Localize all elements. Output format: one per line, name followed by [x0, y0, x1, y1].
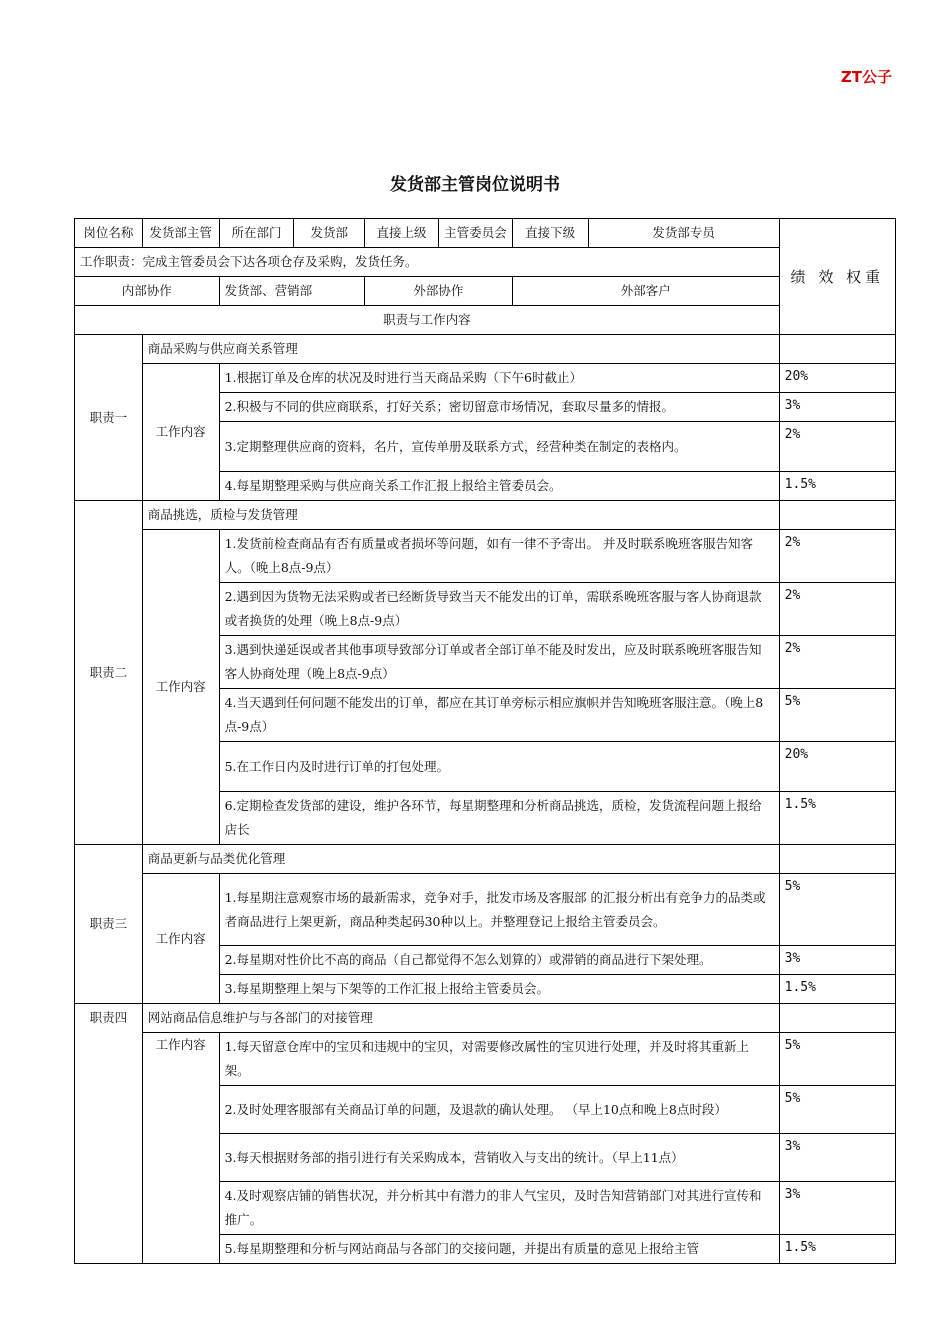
work-item-row — [75, 530, 896, 583]
subordinate-label: 直接下级 — [512, 219, 588, 248]
work-item-weight: 3% — [779, 1134, 895, 1182]
work-item-row — [75, 874, 896, 946]
work-item-weight: 1.5% — [779, 975, 895, 1004]
external-value: 外部客户 — [512, 277, 779, 306]
work-item-row — [75, 364, 896, 393]
dept-value: 发货部 — [294, 219, 365, 248]
work-item-row — [75, 1033, 896, 1086]
duty-title-row — [75, 335, 896, 364]
work-item-text: 4.及时观察店铺的销售状况，并分析其中有潜力的非人气宝贝，及时告知营销部门对其进行宣传和推广。 — [219, 1182, 779, 1235]
work-item-text: 4.每星期整理采购与供应商关系工作汇报上报给主管委员会。 — [219, 472, 779, 501]
duty-title: 商品采购与供应商关系管理 — [142, 335, 779, 364]
duty-title-weight-cell — [779, 501, 895, 530]
work-item-weight: 2% — [779, 422, 895, 472]
superior-value: 主管委员会 — [438, 219, 512, 248]
header-row — [75, 219, 896, 248]
work-item-weight: 3% — [779, 1182, 895, 1235]
duty-label: 职责四 — [75, 1004, 143, 1264]
work-item-text: 3.遇到快递延误或者其他事项导致部分订单或者全部订单不能及时发出，应及时联系晚班客服告知客人协商处理（晚上8点-9点） — [219, 636, 779, 689]
work-content-label: 工作内容 — [142, 364, 219, 501]
work-item-text: 3.定期整理供应商的资料，名片，宣传单册及联系方式，经营种类在制定的表格内。 — [219, 422, 779, 472]
work-item-weight: 20% — [779, 742, 895, 792]
work-item-weight: 5% — [779, 689, 895, 742]
duty-title-weight-cell — [779, 335, 895, 364]
work-item-weight: 3% — [779, 393, 895, 422]
work-item-text: 5.每星期整理和分析与网站商品与各部门的交接问题，并提出有质量的意见上报给主管 — [219, 1235, 779, 1264]
superior-label: 直接上级 — [365, 219, 439, 248]
work-item-weight: 2% — [779, 636, 895, 689]
duty-label: 职责二 — [75, 501, 143, 845]
work-content-label: 工作内容 — [142, 530, 219, 845]
duty-title-row — [75, 1004, 896, 1033]
duty-body — [75, 335, 896, 1264]
work-item-weight: 5% — [779, 1086, 895, 1134]
work-item-text: 2.每星期对性价比不高的商品（自己都觉得不怎么划算的）或滞销的商品进行下架处理。 — [219, 946, 779, 975]
duty-title: 网站商品信息维护与与各部门的对接管理 — [142, 1004, 779, 1033]
work-item-text: 1.发货前检查商品有否有质量或者损坏等问题，如有一律不予寄出。 并及时联系晚班客服告知客人。（晚上8点-9点） — [219, 530, 779, 583]
duty-title: 商品挑选，质检与发货管理 — [142, 501, 779, 530]
work-item-weight: 1.5% — [779, 792, 895, 845]
dept-label: 所在部门 — [219, 219, 294, 248]
work-item-text: 1.根据订单及仓库的状况及时进行当天商品采购（下午6时截止） — [219, 364, 779, 393]
section-title: 职责与工作内容 — [75, 306, 780, 335]
duty-title-weight-cell — [779, 845, 895, 874]
work-item-text: 1.每星期注意观察市场的最新需求，竞争对手，批发市场及客服部 的汇报分析出有竞争力的品类或者商品进行上架更新，商品种类起码30种以上。并整理登记上报给主管委员会。 — [219, 874, 779, 946]
weight-header: 绩 效 权重 — [779, 219, 895, 335]
work-item-weight: 1.5% — [779, 472, 895, 501]
subordinate-value: 发货部专员 — [588, 219, 779, 248]
cooperation-row — [75, 277, 896, 306]
external-label: 外部协作 — [365, 277, 513, 306]
work-item-text: 6.定期检查发货部的建设，维护各环节，每星期整理和分析商品挑选，质检，发货流程问题上报给店长 — [219, 792, 779, 845]
section-title-row — [75, 306, 896, 335]
work-item-text: 2.及时处理客服部有关商品订单的问题，及退款的确认处理。 （早上10点和晚上8点时段） — [219, 1086, 779, 1134]
duty-title-weight-cell — [779, 1004, 895, 1033]
internal-label: 内部协作 — [75, 277, 220, 306]
duty-label: 职责一 — [75, 335, 143, 501]
post-name-label: 岗位名称 — [75, 219, 143, 248]
work-content-label: 工作内容 — [142, 874, 219, 1004]
work-item-weight: 5% — [779, 874, 895, 946]
work-item-text: 3.每天根据财务部的指引进行有关采购成本，营销收入与支出的统计。（早上11点） — [219, 1134, 779, 1182]
work-item-weight: 5% — [779, 1033, 895, 1086]
page-title: 发货部主管岗位说明书 — [390, 175, 560, 195]
duty-summary: 工作职责：完成主管委员会下达各项仓存及采购，发货任务。 — [75, 248, 780, 277]
job-description-table — [74, 218, 896, 1264]
work-item-text: 1.每天留意仓库中的宝贝和违规中的宝贝，对需要修改属性的宝贝进行处理，并及时将其重新上架。 — [219, 1033, 779, 1086]
work-item-text: 3.每星期整理上架与下架等的工作汇报上报给主管委员会。 — [219, 975, 779, 1004]
duty-label: 职责三 — [75, 845, 143, 1004]
duty-title-row — [75, 845, 896, 874]
duty-title-row — [75, 501, 896, 530]
work-item-text: 4.当天遇到任何问题不能发出的订单，都应在其订单旁标示相应旗帜并告知晚班客服注意。（晚上8点-9点） — [219, 689, 779, 742]
work-item-weight: 2% — [779, 583, 895, 636]
work-item-weight: 3% — [779, 946, 895, 975]
work-content-label: 工作内容 — [142, 1033, 219, 1264]
work-item-text: 5.在工作日内及时进行订单的打包处理。 — [219, 742, 779, 792]
internal-value: 发货部、营销部 — [219, 277, 365, 306]
post-name-value: 发货部主管 — [142, 219, 219, 248]
brand-mark: ZT公子 — [840, 68, 892, 86]
work-item-text: 2.遇到因为货物无法采购或者已经断货导致当天不能发出的订单，需联系晚班客服与客人协商退款或者换货的处理（晚上8点-9点） — [219, 583, 779, 636]
work-item-weight: 1.5% — [779, 1235, 895, 1264]
duty-summary-row — [75, 248, 896, 277]
work-item-weight: 2% — [779, 530, 895, 583]
work-item-weight: 20% — [779, 364, 895, 393]
work-item-text: 2.积极与不同的供应商联系，打好关系；密切留意市场情况，套取尽量多的情报。 — [219, 393, 779, 422]
duty-title: 商品更新与品类优化管理 — [142, 845, 779, 874]
